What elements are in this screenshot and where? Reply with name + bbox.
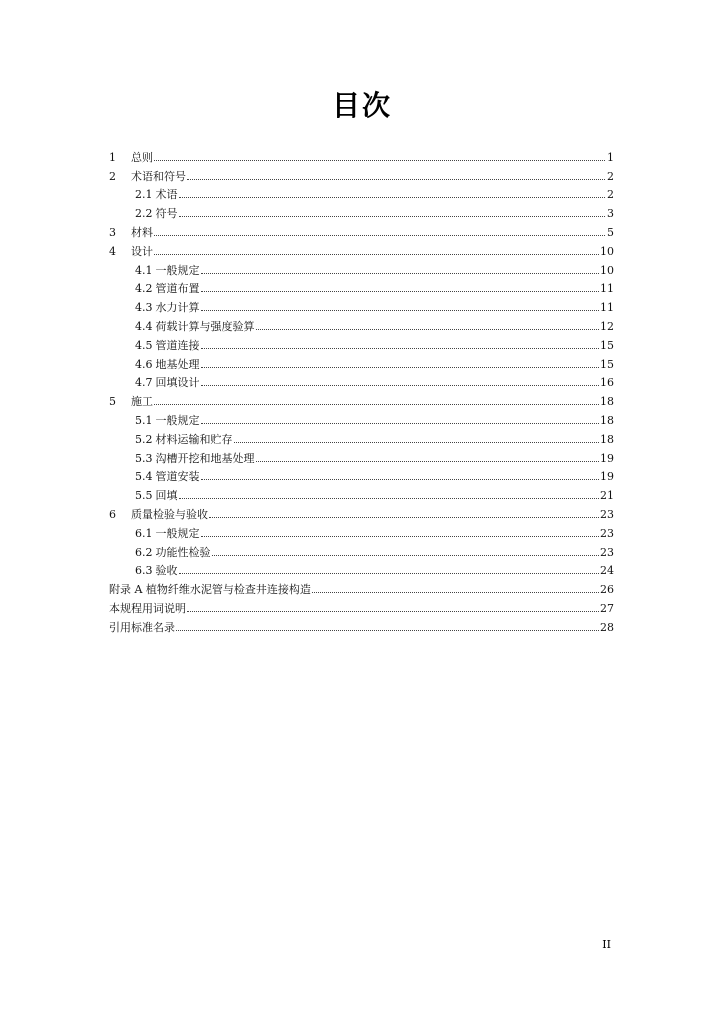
toc-entry[interactable]: [109, 465, 614, 484]
toc-entry-page: 3: [607, 207, 614, 221]
toc-dot-leader: [209, 516, 599, 518]
toc-entry-page: 26: [600, 583, 614, 597]
toc-entry-title: 管道安装: [155, 470, 200, 484]
toc-entry-page: 10: [600, 244, 614, 258]
toc-dot-leader: [154, 253, 599, 255]
toc-dot-leader: [212, 554, 600, 556]
toc-entry[interactable]: [109, 258, 614, 277]
toc-entry[interactable]: [109, 446, 614, 465]
toc-entry-number: 4.5: [135, 338, 153, 352]
toc-entry-title: 管道布置: [155, 282, 200, 296]
toc-entry-page: 2: [607, 169, 614, 183]
toc-entry-title: 地基处理: [155, 357, 200, 371]
toc-dot-leader: [154, 159, 605, 161]
toc-entry-page: 23: [600, 545, 614, 559]
toc-entry-page: 28: [600, 620, 614, 634]
toc-entry-number: 4.6: [135, 357, 153, 371]
toc-entry-title: 荷载计算与强度验算: [155, 319, 255, 333]
toc-dot-leader: [201, 384, 600, 386]
toc-entry[interactable]: [109, 201, 614, 220]
page-title: 目次: [331, 89, 392, 122]
toc-entry-title: 材料: [131, 225, 153, 239]
toc-entry-title: 管道连接: [155, 338, 200, 352]
toc-entry-page: 27: [600, 601, 614, 615]
toc-entry-title: 附录 A 植物纤维水泥管与检查井连接构造: [109, 583, 311, 597]
toc-entry-page: 23: [600, 526, 614, 540]
toc-dot-leader: [201, 272, 600, 274]
toc-entry-title: 水力计算: [155, 301, 200, 315]
toc-entry[interactable]: [109, 427, 614, 446]
toc-entry-number: 4.2: [135, 282, 153, 296]
toc-dot-leader: [187, 178, 605, 180]
toc-entry-number: 6.1: [135, 526, 153, 540]
toc-entry-page: 24: [600, 564, 614, 578]
toc-entry-number: 5.1: [135, 413, 153, 427]
toc-entry[interactable]: [109, 145, 614, 164]
toc-dot-leader: [201, 535, 600, 537]
toc-entry-number: 6: [109, 507, 116, 521]
toc-entry-title: 一般规定: [155, 413, 200, 427]
toc-entry-title: 一般规定: [155, 263, 200, 277]
toc-entry-page: 23: [600, 507, 614, 521]
toc-entry[interactable]: [109, 164, 614, 183]
toc-entry-page: 15: [600, 357, 614, 371]
toc-entry-page: 10: [600, 263, 614, 277]
toc-entry-number: 4.4: [135, 319, 153, 333]
toc-entry-page: 11: [600, 282, 614, 296]
toc-entry[interactable]: [109, 540, 614, 559]
toc-dot-leader: [179, 215, 606, 217]
toc-entry-number: 5.4: [135, 470, 153, 484]
toc-entry-page: 19: [600, 451, 614, 465]
toc-entry-number: 6.2: [135, 545, 153, 559]
toc-dot-leader: [154, 403, 599, 405]
toc-entry[interactable]: [109, 615, 614, 634]
toc-entry[interactable]: [109, 314, 614, 333]
toc-entry-page: 11: [600, 301, 614, 315]
toc-entry-title: 施工: [131, 395, 153, 409]
toc-entry-page: 19: [600, 470, 614, 484]
toc-entry-title: 术语: [155, 188, 178, 202]
toc-entry-title: 一般规定: [155, 526, 200, 540]
toc-dot-leader: [201, 347, 600, 349]
toc-dot-leader: [201, 290, 600, 292]
toc-entry-number: 5.5: [135, 489, 153, 503]
toc-entry-title: 术语和符号: [131, 169, 186, 183]
toc-entry-title: 回填设计: [155, 376, 200, 390]
toc-entry-title: 设计: [131, 244, 153, 258]
toc-entry-number: 3: [109, 225, 116, 239]
toc-entry-page: 1: [607, 150, 614, 164]
toc-entry[interactable]: [109, 521, 614, 540]
toc-entry[interactable]: [109, 371, 614, 390]
toc-dot-leader: [176, 629, 599, 631]
toc-entry-number: 4.7: [135, 376, 153, 390]
toc-entry-number: 4.1: [135, 263, 153, 277]
toc-entry-page: 16: [600, 376, 614, 390]
toc-entry-number: 1: [109, 150, 116, 164]
toc-entry-page: 5: [607, 225, 614, 239]
toc-entry-title: 符号: [155, 207, 178, 221]
toc-entry-page: 2: [607, 188, 614, 202]
toc-entry-number: 5: [109, 395, 116, 409]
toc-entry-number: 2.1: [135, 188, 153, 202]
toc-entry-number: 4.3: [135, 301, 153, 315]
toc-entry[interactable]: [109, 502, 614, 521]
toc-entry-title: 本规程用词说明: [109, 601, 186, 615]
toc-dot-leader: [201, 478, 600, 480]
toc-entry-number: 4: [109, 244, 116, 258]
toc-dot-leader: [179, 196, 606, 198]
toc-dot-leader: [312, 591, 599, 593]
toc-entry-title: 回填: [155, 489, 178, 503]
toc-entry[interactable]: [109, 577, 614, 596]
toc-dot-leader: [256, 460, 600, 462]
toc-entry[interactable]: [109, 352, 614, 371]
toc-dot-leader: [154, 234, 605, 236]
toc-entry-number: 6.3: [135, 564, 153, 578]
table-of-contents: [109, 145, 614, 634]
toc-entry[interactable]: [109, 277, 614, 296]
toc-entry-title: 沟槽开挖和地基处理: [155, 451, 255, 465]
toc-entry-page: 18: [600, 432, 614, 446]
toc-entry-page: 12: [600, 319, 614, 333]
toc-entry-number: 5.2: [135, 432, 153, 446]
toc-entry-title: 质量检验与验收: [131, 507, 208, 521]
toc-entry[interactable]: [109, 596, 614, 615]
toc-entry-number: 2.2: [135, 207, 153, 221]
toc-dot-leader: [187, 610, 599, 612]
toc-entry[interactable]: [109, 295, 614, 314]
toc-entry-page: 18: [600, 395, 614, 409]
toc-entry[interactable]: [109, 333, 614, 352]
toc-entry-title: 总则: [131, 150, 153, 164]
toc-entry-page: 21: [600, 489, 614, 503]
toc-dot-leader: [201, 422, 600, 424]
toc-entry-number: 2: [109, 169, 116, 183]
toc-entry[interactable]: [109, 483, 614, 502]
toc-dot-leader: [201, 309, 600, 311]
toc-entry[interactable]: [109, 220, 614, 239]
toc-dot-leader: [179, 572, 600, 574]
toc-entry[interactable]: [109, 239, 614, 258]
toc-entry[interactable]: [109, 559, 614, 578]
page-number: II: [602, 938, 611, 951]
toc-entry[interactable]: [109, 408, 614, 427]
toc-entry[interactable]: [109, 183, 614, 202]
toc-entry-number: 5.3: [135, 451, 153, 465]
toc-entry[interactable]: [109, 389, 614, 408]
toc-entry-page: 15: [600, 338, 614, 352]
toc-entry-title: 功能性检验: [155, 545, 211, 559]
toc-dot-leader: [201, 366, 600, 368]
toc-entry-title: 材料运输和贮存: [155, 432, 233, 446]
toc-entry-title: 引用标准名录: [109, 620, 175, 634]
toc-dot-leader: [256, 328, 600, 330]
toc-dot-leader: [179, 497, 600, 499]
toc-dot-leader: [234, 441, 600, 443]
toc-entry-title: 验收: [155, 564, 178, 578]
toc-entry-page: 18: [600, 413, 614, 427]
